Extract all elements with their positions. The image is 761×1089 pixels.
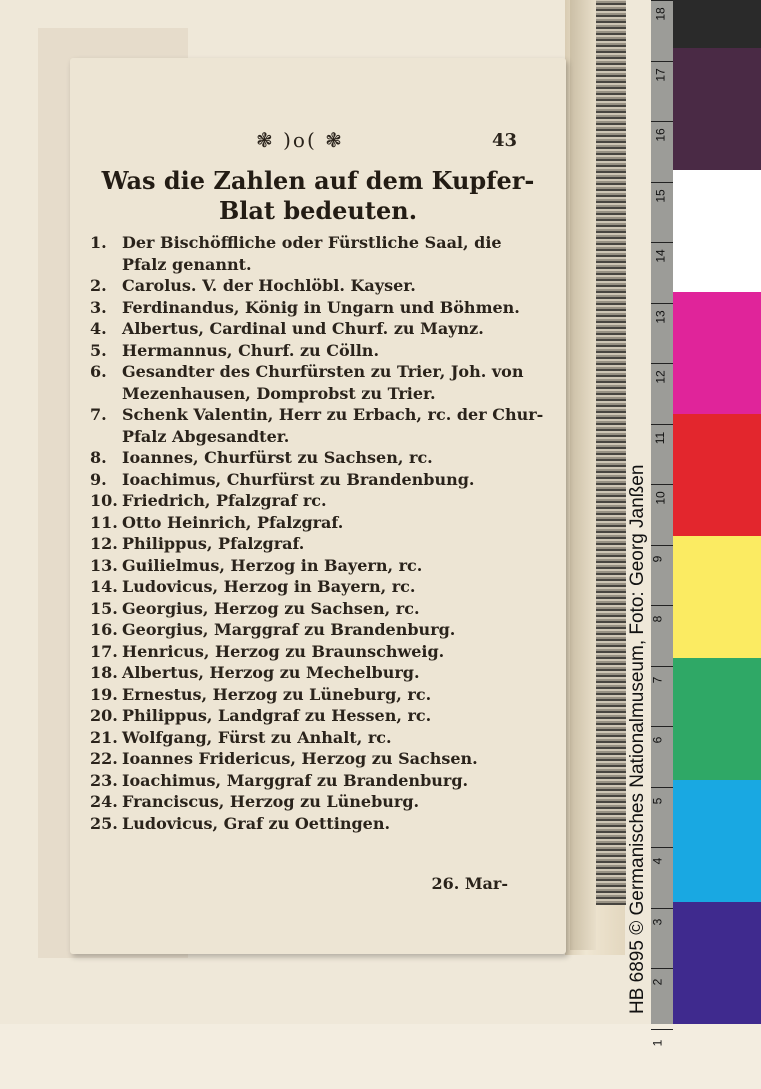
ruler-tick-label: 13 bbox=[654, 310, 668, 323]
ruler-tick bbox=[651, 424, 673, 485]
entry-number: 23. bbox=[90, 770, 122, 792]
entry-number: 5. bbox=[90, 340, 122, 362]
color-swatch bbox=[673, 48, 761, 170]
entry-number: 11. bbox=[90, 512, 122, 534]
entry-item bbox=[90, 641, 550, 663]
entry-item bbox=[90, 533, 550, 555]
ruler-tick-label: 16 bbox=[654, 128, 668, 141]
entry-item bbox=[90, 275, 550, 297]
entry-number: 3. bbox=[90, 297, 122, 319]
entry-text: Henricus, Herzog zu Braunschweig. bbox=[122, 641, 550, 663]
entry-item bbox=[90, 232, 550, 275]
entry-number: 12. bbox=[90, 533, 122, 555]
entry-text: Georgius, Herzog zu Sachsen, rc. bbox=[122, 598, 550, 620]
entry-item bbox=[90, 361, 550, 404]
ruler-tick bbox=[651, 726, 673, 787]
entry-number: 7. bbox=[90, 404, 122, 447]
entry-text: Friedrich, Pfalzgraf rc. bbox=[122, 490, 550, 512]
engraving-margin bbox=[570, 0, 596, 950]
entry-text: Ioannes, Churfürst zu Sachsen, rc. bbox=[122, 447, 550, 469]
entry-item bbox=[90, 469, 550, 491]
entry-item bbox=[90, 576, 550, 598]
color-swatch bbox=[673, 780, 761, 902]
entry-text: Ioachimus, Churfürst zu Brandenbung. bbox=[122, 469, 550, 491]
color-swatch bbox=[673, 536, 761, 658]
entry-item bbox=[90, 490, 550, 512]
entry-item bbox=[90, 619, 550, 641]
entry-number: 24. bbox=[90, 791, 122, 813]
ruler-tick-label: 18 bbox=[654, 7, 668, 20]
ruler-tick bbox=[651, 363, 673, 424]
entry-number: 22. bbox=[90, 748, 122, 770]
entry-item bbox=[90, 748, 550, 770]
entry-text: Philippus, Pfalzgraf. bbox=[122, 533, 550, 555]
ruler-tick-label: 3 bbox=[650, 918, 664, 925]
entry-number: 18. bbox=[90, 662, 122, 684]
entry-text: Ludovicus, Graf zu Oettingen. bbox=[122, 813, 550, 835]
ruler-tick bbox=[651, 484, 673, 545]
entry-item bbox=[90, 770, 550, 792]
entry-number: 20. bbox=[90, 705, 122, 727]
page-header bbox=[70, 128, 566, 158]
entry-item bbox=[90, 598, 550, 620]
copperplate-engraving-edge bbox=[596, 0, 626, 905]
ruler-tick bbox=[651, 303, 673, 364]
entry-list bbox=[90, 232, 550, 834]
entry-text: Ludovicus, Herzog in Bayern, rc. bbox=[122, 576, 550, 598]
ruler-tick-label: 8 bbox=[650, 616, 664, 623]
entry-item bbox=[90, 297, 550, 319]
ruler-tick bbox=[651, 908, 673, 969]
ruler-tick bbox=[651, 1029, 673, 1089]
ruler-tick-label: 10 bbox=[654, 491, 668, 504]
ruler-tick bbox=[651, 605, 673, 666]
entry-text: Philippus, Landgraf zu Hessen, rc. bbox=[122, 705, 550, 727]
entry-item bbox=[90, 447, 550, 469]
ruler-tick-label: 15 bbox=[654, 189, 668, 202]
entry-number: 9. bbox=[90, 469, 122, 491]
entry-text: Schenk Valentin, Herr zu Erbach, rc. der Chur-Pfalz Abgesandter. bbox=[122, 404, 550, 447]
ruler-tick bbox=[651, 787, 673, 848]
entry-number: 19. bbox=[90, 684, 122, 706]
entry-number: 21. bbox=[90, 727, 122, 749]
ruler-tick bbox=[651, 847, 673, 908]
entry-text: Wolfgang, Fürst zu Anhalt, rc. bbox=[122, 727, 550, 749]
ruler-tick-label: 11 bbox=[653, 431, 667, 443]
entry-item bbox=[90, 404, 550, 447]
ruler-tick bbox=[651, 0, 673, 61]
entry-number: 8. bbox=[90, 447, 122, 469]
entry-text: Carolus. V. der Hochlöbl. Kayser. bbox=[122, 275, 550, 297]
entry-text: Guilielmus, Herzog in Bayern, rc. bbox=[122, 555, 550, 577]
ruler-tick-label: 12 bbox=[654, 370, 668, 383]
entry-number: 17. bbox=[90, 641, 122, 663]
catchword: 26. Mar- bbox=[431, 874, 508, 893]
entry-number: 14. bbox=[90, 576, 122, 598]
entry-number: 1. bbox=[90, 232, 122, 275]
entry-item bbox=[90, 512, 550, 534]
ruler-tick-label: 17 bbox=[654, 68, 668, 81]
ruler-tick bbox=[651, 666, 673, 727]
color-swatch bbox=[673, 170, 761, 292]
color-swatch bbox=[673, 658, 761, 780]
entry-number: 2. bbox=[90, 275, 122, 297]
color-swatch bbox=[673, 414, 761, 536]
entry-text: Ferdinandus, König in Ungarn und Böhmen. bbox=[122, 297, 550, 319]
entry-item bbox=[90, 684, 550, 706]
entry-item bbox=[90, 662, 550, 684]
ruler-tick-label: 1 bbox=[650, 1039, 664, 1046]
entry-text: Ioachimus, Marggraf zu Brandenburg. bbox=[122, 770, 550, 792]
entry-text: Gesandter des Churfürsten zu Trier, Joh. von Mezenhausen, Domprobst zu Trier. bbox=[122, 361, 550, 404]
color-swatch bbox=[673, 902, 761, 1024]
entry-text: Hermannus, Churf. zu Cölln. bbox=[122, 340, 550, 362]
entry-number: 25. bbox=[90, 813, 122, 835]
entry-item bbox=[90, 340, 550, 362]
entry-text: Der Bischöffliche oder Fürstliche Saal, die Pfalz genannt. bbox=[122, 232, 550, 275]
entry-item bbox=[90, 791, 550, 813]
ruler-tick bbox=[651, 121, 673, 182]
ruler-tick-label: 4 bbox=[650, 858, 664, 865]
entry-number: 16. bbox=[90, 619, 122, 641]
entry-text: Franciscus, Herzog zu Lüneburg. bbox=[122, 791, 550, 813]
entry-number: 13. bbox=[90, 555, 122, 577]
entry-text: Georgius, Marggraf zu Brandenburg. bbox=[122, 619, 550, 641]
entry-item bbox=[90, 813, 550, 835]
header-ornament: ❃ )o( ❃ bbox=[256, 128, 344, 152]
entry-item bbox=[90, 555, 550, 577]
entry-text: Otto Heinrich, Pfalzgraf. bbox=[122, 512, 550, 534]
entry-number: 15. bbox=[90, 598, 122, 620]
entry-number: 4. bbox=[90, 318, 122, 340]
page-title: Was die Zahlen auf dem Kupfer-Blat bedeuten. bbox=[94, 166, 542, 226]
ruler-tick-label: 7 bbox=[650, 676, 664, 683]
ruler-tick-label: 6 bbox=[650, 737, 664, 744]
entry-text: Albertus, Herzog zu Mechelburg. bbox=[122, 662, 550, 684]
measurement-ruler bbox=[651, 0, 673, 1024]
ruler-tick-label: 5 bbox=[650, 797, 664, 804]
page-number: 43 bbox=[492, 130, 517, 151]
entry-number: 6. bbox=[90, 361, 122, 404]
entry-item bbox=[90, 318, 550, 340]
ruler-tick bbox=[651, 182, 673, 243]
entry-number: 10. bbox=[90, 490, 122, 512]
photo-credit-caption: HB 6895 © Germanisches Nationalmuseum, Foto: Georg Janßen bbox=[626, 14, 650, 1014]
ruler-tick bbox=[651, 968, 673, 1029]
ruler-tick-label: 9 bbox=[650, 555, 664, 562]
entry-item bbox=[90, 727, 550, 749]
ruler-tick-label: 2 bbox=[650, 979, 664, 986]
entry-item bbox=[90, 705, 550, 727]
ruler-tick bbox=[651, 242, 673, 303]
book-page bbox=[70, 58, 566, 954]
entry-text: Ioannes Fridericus, Herzog zu Sachsen. bbox=[122, 748, 550, 770]
entry-text: Ernestus, Herzog zu Lüneburg, rc. bbox=[122, 684, 550, 706]
ruler-tick-label: 14 bbox=[654, 249, 668, 262]
ruler-tick bbox=[651, 545, 673, 606]
ruler-tick bbox=[651, 61, 673, 122]
entry-text: Albertus, Cardinal und Churf. zu Maynz. bbox=[122, 318, 550, 340]
color-swatch bbox=[673, 292, 761, 414]
color-swatch bbox=[673, 0, 761, 48]
